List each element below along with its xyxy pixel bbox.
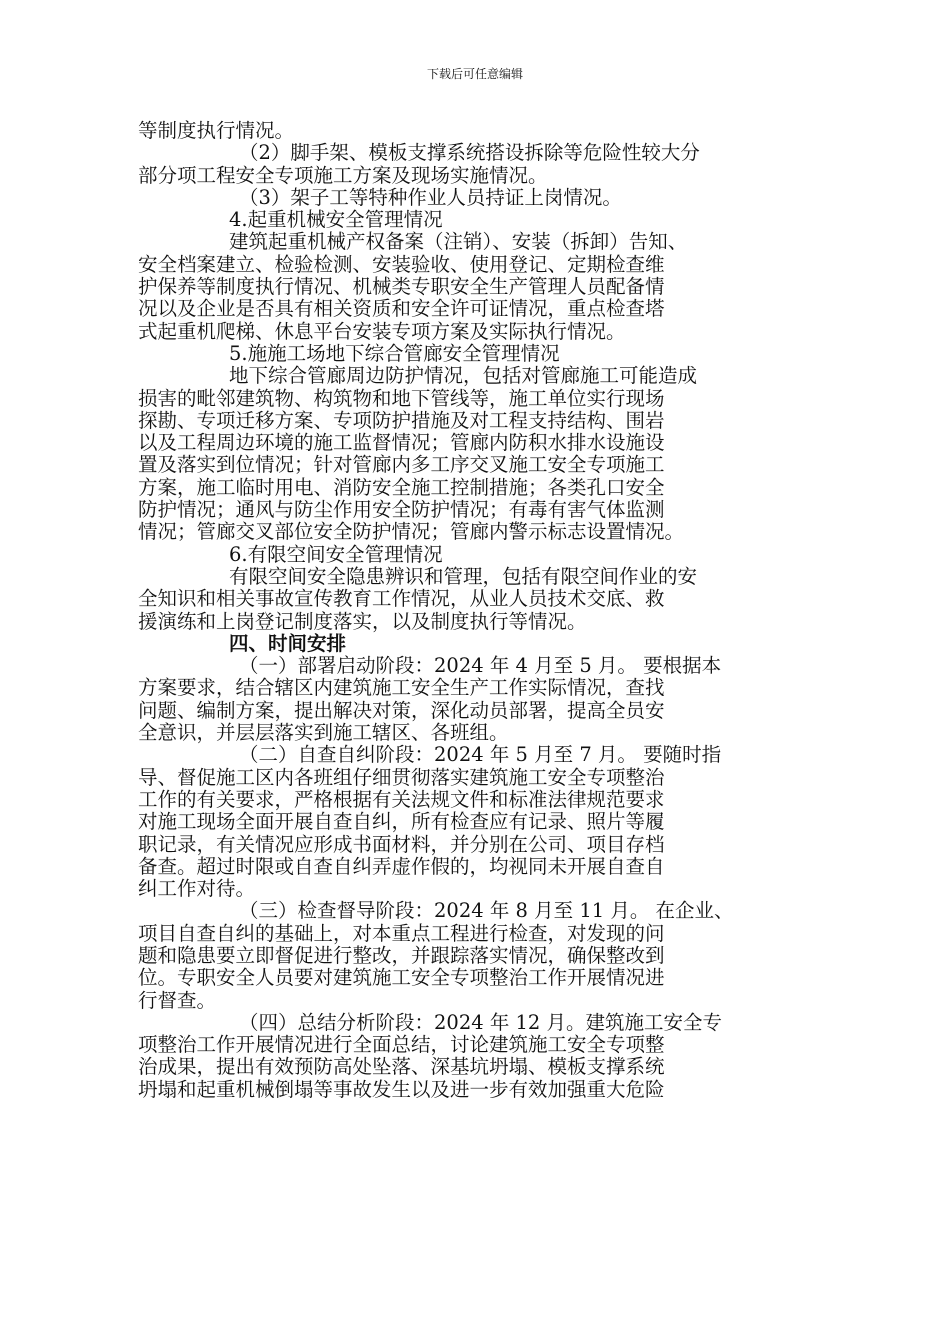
text-line: 问题、编制方案，提出解决对策，深化动员部署，提高全员安: [138, 699, 665, 722]
text-line: 位。专职安全人员要对建筑施工安全专项整治工作开展情况进: [138, 967, 665, 990]
section-heading: 4.起重机械安全管理情况: [229, 209, 443, 232]
text-line: 全意识，并层层落实到施工辖区、各班组。: [138, 722, 509, 745]
text-line: 式起重机爬梯、休息平台安装专项方案及实际执行情况。: [138, 320, 626, 343]
text-line: （四）总结分析阶段：2024 年 12 月。建筑施工安全专: [239, 1011, 723, 1034]
text-line: 损害的毗邻建筑物、构筑物和地下管线等，施工单位实行现场: [138, 387, 665, 410]
text-line: 以及工程周边环境的施工监督情况；管廊内防积水排水设施设: [138, 432, 665, 455]
text-line: （一）部署启动阶段：2024 年 4 月至 5 月。 要根据本: [239, 655, 722, 678]
text-line: （3）架子工等特种作业人员持证上岗情况。: [239, 186, 622, 209]
text-line: 况以及企业是否具有相关资质和安全许可证情况，重点检查塔: [138, 298, 665, 321]
text-line: 方案要求，结合辖区内建筑施工安全生产工作实际情况，查找: [138, 677, 665, 700]
section-heading: 6.有限空间安全管理情况: [229, 543, 443, 566]
text-line: 建筑起重机械产权备案（注销）、安装（拆卸）告知、: [229, 231, 688, 254]
text-line: 有限空间安全隐患辨识和管理，包括有限空间作业的安: [229, 565, 698, 588]
text-line: 地下综合管廊周边防护情况，包括对管廊施工可能造成: [229, 365, 698, 388]
text-line: （二）自查自纠阶段：2024 年 5 月至 7 月。 要随时指: [239, 744, 722, 767]
page-header: 下载后可任意编辑: [426, 67, 523, 81]
text-line: 导、督促施工区内各班组仔细贯彻落实建筑施工安全专项整治: [138, 766, 665, 789]
text-line: 纠工作对待。: [138, 878, 256, 901]
chapter-heading: 四、时间安排: [229, 632, 347, 655]
section-heading: 5.施施工场地下综合管廊安全管理情况: [229, 342, 560, 365]
text-line: 情况；管廊交叉部位安全防护情况；管廊内警示标志设置情况。: [138, 521, 685, 544]
text-line: 置及落实到位情况；针对管廊内多工序交叉施工安全专项施工: [138, 454, 665, 477]
text-line: 项目自查自纠的基础上，对本重点工程进行检查，对发现的问: [138, 922, 665, 945]
text-line: 题和隐患要立即督促进行整改，并跟踪落实情况，确保整改到: [138, 944, 665, 967]
text-line: 部分项工程安全专项施工方案及现场实施情况。: [138, 164, 548, 187]
text-line: 治成果，提出有效预防高处坠落、深基坑坍塌、模板支撑系统: [138, 1056, 665, 1079]
text-line: 方案，施工临时用电、消防安全施工控制措施；各类孔口安全: [138, 476, 665, 499]
text-line: （三）检查督导阶段：2024 年 8 月至 11 月。 在企业、: [239, 900, 734, 923]
text-line: 护保养等制度执行情况、机械类专职安全生产管理人员配备情: [138, 276, 665, 299]
text-line: 探勘、专项迁移方案、专项防护措施及对工程支持结构、围岩: [138, 409, 665, 432]
text-line: 对施工现场全面开展自查自纠，所有检查应有记录、照片等履: [138, 811, 665, 834]
document-body: [138, 120, 818, 1101]
text-line: 防护情况；通风与防尘作用安全防护情况；有毒有害气体监测: [138, 499, 665, 522]
text-line: 等制度执行情况。: [138, 120, 295, 142]
text-line: 职记录，有关情况应形成书面材料，并分别在公司、项目存档: [138, 833, 665, 856]
text-line: 全知识和相关事故宣传教育工作情况，从业人员技术交底、救: [138, 588, 665, 611]
text-line: 安全档案建立、检验检测、安装验收、使用登记、定期检查维: [138, 253, 665, 276]
text-line: 备查。超过时限或自查自纠弄虚作假的，均视同未开展自查自: [138, 855, 665, 878]
text-line: （2）脚手架、模板支撑系统搭设拆除等危险性较大分: [239, 142, 700, 165]
text-line: 坍塌和起重机械倒塌等事故发生以及进一步有效加强重大危险: [138, 1078, 665, 1101]
text-line: 项整治工作开展情况进行全面总结，讨论建筑施工安全专项整: [138, 1034, 665, 1057]
text-line: 援演练和上岗登记制度落实，以及制度执行等情况。: [138, 610, 587, 633]
text-line: 行督查。: [138, 989, 217, 1012]
text-line: 工作的有关要求，严格根据有关法规文件和标准法律规范要求: [138, 788, 665, 811]
